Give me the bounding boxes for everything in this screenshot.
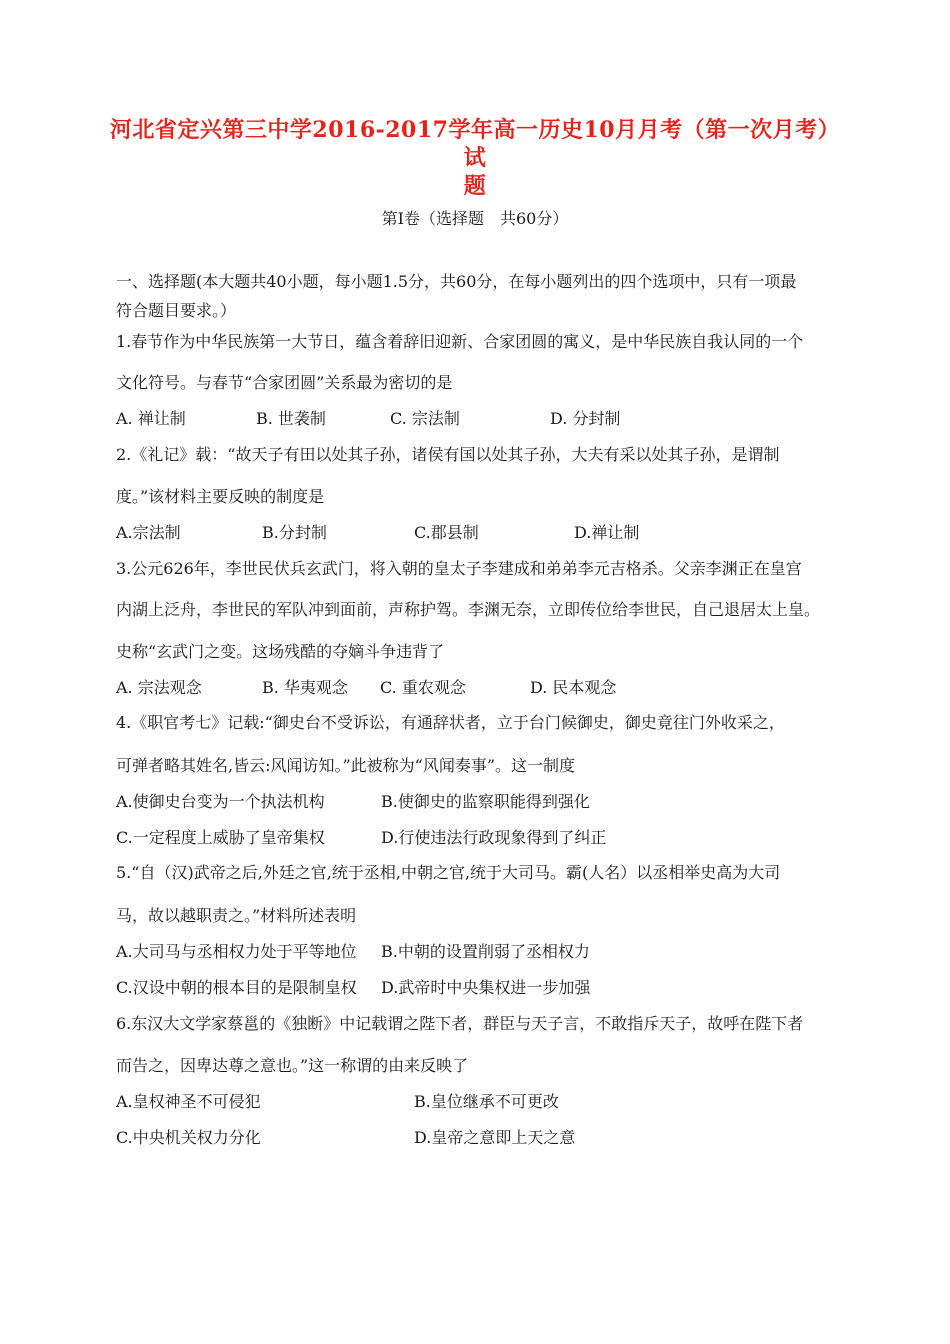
q1-option-a: A. 禅让制 (116, 409, 186, 428)
title-line-1: 河北省定兴第三中学2016-2017学年高一历史10月月考（第一次月考）试 (109, 117, 841, 171)
q4-stem-line-1: 4.《职官考七》记载:“御史台不受诉讼，有通辞状者，立于台门候御史，御史竟往门外收采之， (116, 713, 785, 732)
q2-option-c: C.郡县制 (414, 523, 479, 542)
q6-option-a: A.皇权神圣不可侵犯 (116, 1092, 261, 1111)
page-title (100, 116, 850, 200)
q2-stem-line-2: 度。”该材料主要反映的制度是 (116, 487, 325, 506)
q6-stem-line-1: 6.东汉大文学家蔡邕的《独断》中记载谓之陛下者，群臣与天子言，不敢指斥天子，故呼在陛下者 (116, 1014, 804, 1033)
q5-option-a: A.大司马与丞相权力处于平等地位 (116, 942, 357, 961)
q1-option-b: B. 世袭制 (256, 409, 326, 428)
q3-option-a: A. 宗法观念 (116, 678, 202, 697)
q6-option-c: C.中央机关权力分化 (116, 1128, 261, 1147)
q4-option-a: A.使御史台变为一个执法机构 (116, 792, 325, 811)
q2-option-a: A.宗法制 (116, 523, 181, 542)
q5-option-b: B.中朝的设置削弱了丞相权力 (381, 942, 590, 961)
section-heading: 第I卷（选择题 共60分） (381, 209, 569, 228)
q6-stem-line-2: 而告之，因卑达尊之意也。”这一称谓的由来反映了 (116, 1056, 469, 1075)
q1-stem-line-2: 文化符号。与春节“合家团圆”关系最为密切的是 (116, 373, 453, 392)
q1-option-c: C. 宗法制 (390, 409, 460, 428)
q3-stem-line-3: 史称“玄武门之变。这场残酷的夺嫡斗争违背了 (116, 642, 445, 661)
q6-option-d: D.皇帝之意即上天之意 (414, 1128, 576, 1147)
q2-option-b: B.分封制 (262, 523, 327, 542)
q4-option-c: C.一定程度上威胁了皇帝集权 (116, 828, 325, 847)
q4-option-d: D.行使违法行政现象得到了纠正 (381, 828, 607, 847)
q4-stem-line-2: 可弹者略其姓名,皆云:风闻访知。”此被称为“风闻奏事”。这一制度 (116, 756, 576, 775)
q5-option-c: C.汉设中朝的根本目的是限制皇权 (116, 978, 357, 997)
q6-option-b: B.皇位继承不可更改 (414, 1092, 559, 1111)
q5-stem-line-1: 5.“自（汉)武帝之后,外廷之官,统于丞相,中朝之官,统于大司马。霸(人名）以丞相举史高为大司 (116, 863, 781, 882)
q2-option-d: D.禅让制 (574, 523, 640, 542)
q1-option-d: D. 分封制 (550, 409, 621, 428)
q3-stem-line-2: 内湖上泛舟，李世民的军队冲到面前，声称护驾。李渊无奈，立即传位给李世民，自己退居太上皇。 (116, 600, 821, 619)
q5-stem-line-2: 马，故以越职责之。”材料所述表明 (116, 906, 357, 925)
q2-stem-line-1: 2.《礼记》载：“故天子有田以处其子孙，诸侯有国以处其子孙，大夫有采以处其子孙，是谓制 (116, 445, 780, 464)
q3-option-d: D. 民本观念 (530, 678, 617, 697)
title-line-2: 题 (463, 173, 487, 199)
q5-option-d: D.武帝时中央集权进一步加强 (381, 978, 591, 997)
q1-stem-line-1: 1.春节作为中华民族第一大节日，蕴含着辞旧迎新、合家团圆的寓义，是中华民族自我认同的一个 (116, 332, 804, 351)
q3-option-c: C. 重农观念 (380, 678, 466, 697)
q4-option-b: B.使御史的监察职能得到强化 (381, 792, 590, 811)
instruction-line-2: 符合题目要求。） (116, 301, 237, 320)
q3-option-b: B. 华夷观念 (262, 678, 348, 697)
instruction-line-1: 一、选择题(本大题共40小题，每小题1.5分，共60分，在每小题列出的四个选项中，只有一项最 (116, 272, 797, 291)
q3-stem-line-1: 3.公元626年，李世民伏兵玄武门，将入朝的皇太子李建成和弟弟李元吉格杀。父亲李渊正在皇宫 (116, 559, 802, 578)
